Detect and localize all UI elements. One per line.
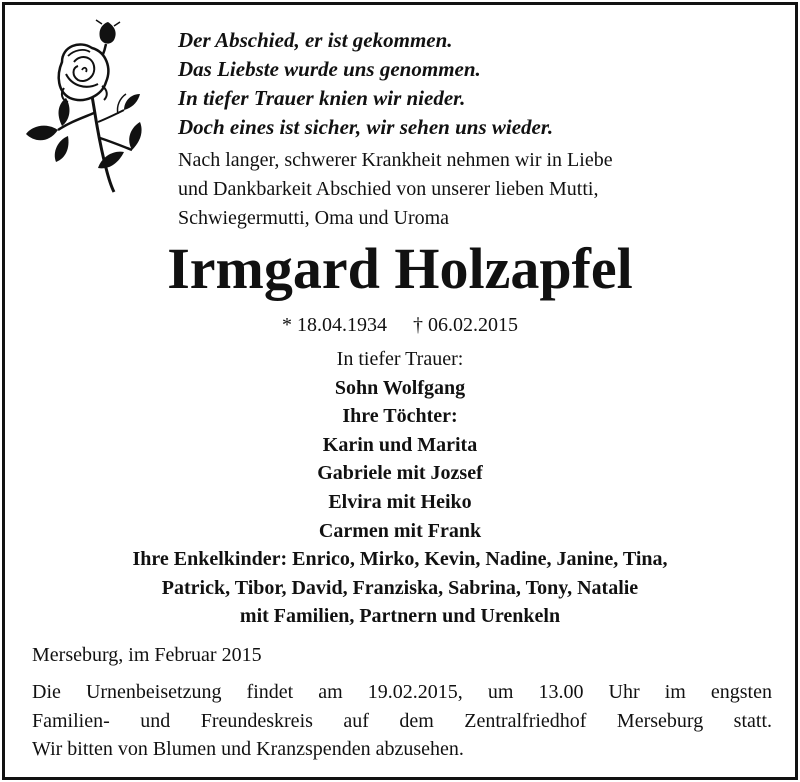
daughter: Gabriele mit Jozsef: [317, 462, 483, 485]
grandchildren-line: mit Familien, Partnern und Urenkeln: [239, 605, 561, 628]
verse-line: In tiefer Trauer knien wir nieder.: [178, 86, 466, 110]
life-dates: [0, 311, 800, 339]
grandchildren-line: Patrick, Tibor, David, Franziska, Sabrina, Tony, Natalie: [161, 576, 639, 599]
verse: [178, 26, 553, 142]
daughters-heading: Ihre Töchter:: [342, 405, 458, 428]
verse-line: Doch eines ist sicher, wir sehen uns wieder.: [178, 115, 554, 139]
notice-line: Die Urnenbeisetzung findet am 19.02.2015, um 13.00 Uhr im engsten: [32, 681, 772, 703]
birth-date: * 18.04.1934: [282, 314, 387, 336]
mourners-heading: In tiefer Trauer:: [336, 348, 464, 370]
verse-line: Das Liebste wurde uns genommen.: [178, 57, 481, 81]
deceased-name: Irmgard Holzapfel: [167, 236, 633, 301]
daughter: Karin und Marita: [322, 433, 478, 456]
intro-line: und Dankbarkeit Abschied von unserer lieben Mutti,: [178, 178, 599, 200]
death-date: † 06.02.2015: [413, 314, 518, 336]
intro-line: Schwiegermutti, Oma und Uroma: [178, 207, 450, 229]
notice-line: Wir bitten von Blumen und Kranzspenden abzusehen.: [32, 738, 464, 760]
son: Sohn Wolfgang: [334, 376, 466, 399]
rose-icon: [22, 18, 144, 194]
intro-text: [178, 146, 613, 233]
notice-line: Familien- und Freundeskreis auf dem Zentralfriedhof Merseburg statt.: [32, 709, 772, 732]
place-date: Merseburg, im Februar 2015: [32, 644, 262, 666]
burial-notice: [32, 678, 772, 764]
daughter: Elvira mit Heiko: [328, 490, 472, 513]
mourners-list: [0, 345, 800, 631]
grandchildren-line: Ihre Enkelkinder: Enrico, Mirko, Kevin, Nadine, Janine, Tina,: [132, 548, 668, 571]
verse-line: Der Abschied, er ist gekommen.: [178, 28, 453, 52]
daughter: Carmen mit Frank: [318, 519, 482, 542]
intro-line: Nach langer, schwerer Krankheit nehmen wir in Liebe: [178, 149, 613, 171]
